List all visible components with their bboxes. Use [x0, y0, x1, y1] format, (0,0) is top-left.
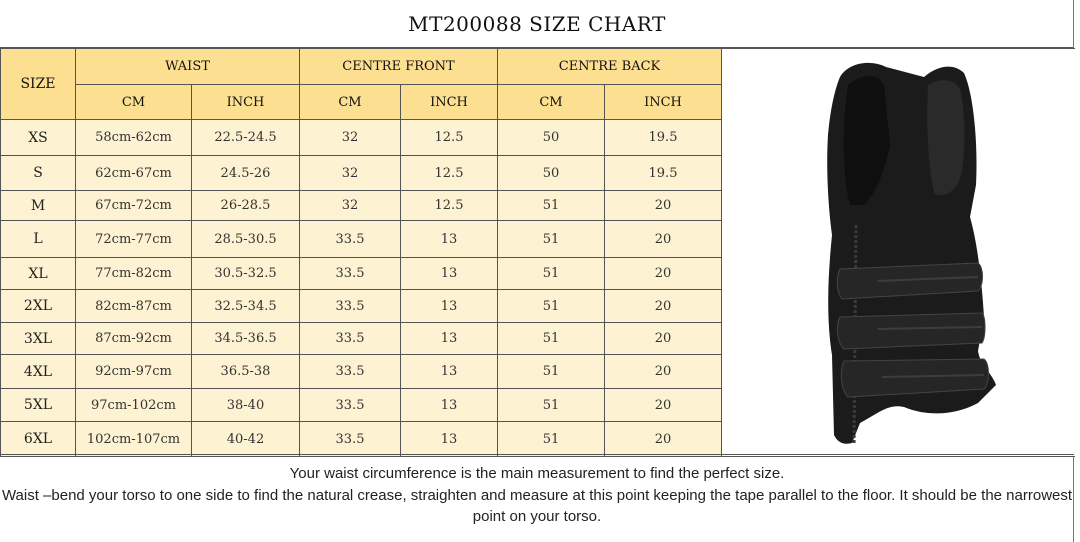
waist-cm-cell: 82cm-87cm: [76, 290, 192, 323]
back-cm-cell: 51: [498, 389, 605, 422]
waist-inch-cell: 32.5-34.5: [192, 290, 300, 323]
back-cm-cell: 51: [498, 258, 605, 290]
waist-cm-cell: 92cm-97cm: [76, 355, 192, 389]
back-inch-cell: 19.5: [605, 156, 722, 191]
waist-inch-cell: 40-42: [192, 422, 300, 457]
back-inch-cell: 19.5: [605, 120, 722, 156]
size-cell: 6XL: [1, 422, 76, 457]
waist-inch-cell: 38-40: [192, 389, 300, 422]
vest-belt-2: [838, 313, 986, 349]
size-header: SIZE: [1, 49, 76, 120]
size-cell: XS: [1, 120, 76, 156]
back-cm-cell: 51: [498, 355, 605, 389]
size-cell: 4XL: [1, 355, 76, 389]
vest-armhole: [928, 80, 965, 195]
waist-cm-cell: 62cm-67cm: [76, 156, 192, 191]
waist-inch-cell: 36.5-38: [192, 355, 300, 389]
waist-inch-cell: 24.5-26: [192, 156, 300, 191]
front-inch-cell: 13: [401, 355, 498, 389]
front-cm-cell: 32: [300, 191, 401, 221]
centre-back-header: CENTRE BACK: [498, 49, 722, 85]
back-cm-cell: 51: [498, 323, 605, 355]
vest-belts: [837, 263, 988, 397]
back-inch-header: INCH: [605, 85, 722, 120]
front-inch-header: INCH: [401, 85, 498, 120]
back-inch-cell: 20: [605, 422, 722, 457]
waist-cm-cell: 67cm-72cm: [76, 191, 192, 221]
waist-inch-cell: 30.5-32.5: [192, 258, 300, 290]
product-photo-cell: [722, 49, 1075, 457]
waist-header: WAIST: [76, 49, 300, 85]
waist-cm-cell: 58cm-62cm: [76, 120, 192, 156]
size-chart-table: [0, 48, 1075, 457]
front-inch-cell: 12.5: [401, 191, 498, 221]
instruction-line-1: Your waist circumference is the main measurement to find the perfect size.: [289, 465, 785, 482]
front-inch-cell: 12.5: [401, 120, 498, 156]
size-cell: 2XL: [1, 290, 76, 323]
waist-cm-cell: 97cm-102cm: [76, 389, 192, 422]
back-cm-cell: 50: [498, 156, 605, 191]
waist-inch-cell: 26-28.5: [192, 191, 300, 221]
back-inch-cell: 20: [605, 323, 722, 355]
waist-cm-header: CM: [76, 85, 192, 120]
instruction-line-2: Waist –bend your torso to one side to find the natural crease, straighten and measure at this point keeping the tape parallel to the floor. It should be the narrowest point on your torso.: [1, 486, 1073, 525]
back-inch-cell: 20: [605, 191, 722, 221]
size-cell: 3XL: [1, 323, 76, 355]
back-cm-cell: 51: [498, 221, 605, 258]
measurement-instructions: [0, 454, 1074, 542]
back-cm-header: CM: [498, 85, 605, 120]
size-cell: XL: [1, 258, 76, 290]
vest-image: [778, 55, 1018, 450]
front-inch-cell: 12.5: [401, 156, 498, 191]
front-cm-cell: 33.5: [300, 323, 401, 355]
back-inch-cell: 20: [605, 290, 722, 323]
front-cm-cell: 33.5: [300, 422, 401, 457]
front-cm-cell: 33.5: [300, 258, 401, 290]
back-cm-cell: 50: [498, 120, 605, 156]
back-inch-cell: 20: [605, 221, 722, 258]
waist-inch-cell: 28.5-30.5: [192, 221, 300, 258]
back-inch-cell: 20: [605, 355, 722, 389]
front-inch-cell: 13: [401, 290, 498, 323]
front-inch-cell: 13: [401, 389, 498, 422]
waist-cm-cell: 72cm-77cm: [76, 221, 192, 258]
chart-title: MT200088 SIZE CHART: [0, 0, 1074, 48]
front-inch-cell: 13: [401, 323, 498, 355]
waist-cm-cell: 102cm-107cm: [76, 422, 192, 457]
front-cm-cell: 32: [300, 120, 401, 156]
waist-inch-header: INCH: [192, 85, 300, 120]
front-cm-cell: 33.5: [300, 355, 401, 389]
back-cm-cell: 51: [498, 290, 605, 323]
back-inch-cell: 20: [605, 258, 722, 290]
back-cm-cell: 51: [498, 422, 605, 457]
back-inch-cell: 20: [605, 389, 722, 422]
front-inch-cell: 13: [401, 221, 498, 258]
header-row-groups: [1, 49, 1075, 85]
waist-cm-cell: 77cm-82cm: [76, 258, 192, 290]
waist-inch-cell: 22.5-24.5: [192, 120, 300, 156]
size-cell: L: [1, 221, 76, 258]
size-cell: 5XL: [1, 389, 76, 422]
front-cm-cell: 32: [300, 156, 401, 191]
waist-inch-cell: 34.5-36.5: [192, 323, 300, 355]
back-cm-cell: 51: [498, 191, 605, 221]
front-inch-cell: 13: [401, 258, 498, 290]
waist-cm-cell: 87cm-92cm: [76, 323, 192, 355]
front-inch-cell: 13: [401, 422, 498, 457]
front-cm-cell: 33.5: [300, 221, 401, 258]
front-cm-cell: 33.5: [300, 389, 401, 422]
front-cm-cell: 33.5: [300, 290, 401, 323]
size-cell: S: [1, 156, 76, 191]
centre-front-header: CENTRE FRONT: [300, 49, 498, 85]
size-cell: M: [1, 191, 76, 221]
front-cm-header: CM: [300, 85, 401, 120]
